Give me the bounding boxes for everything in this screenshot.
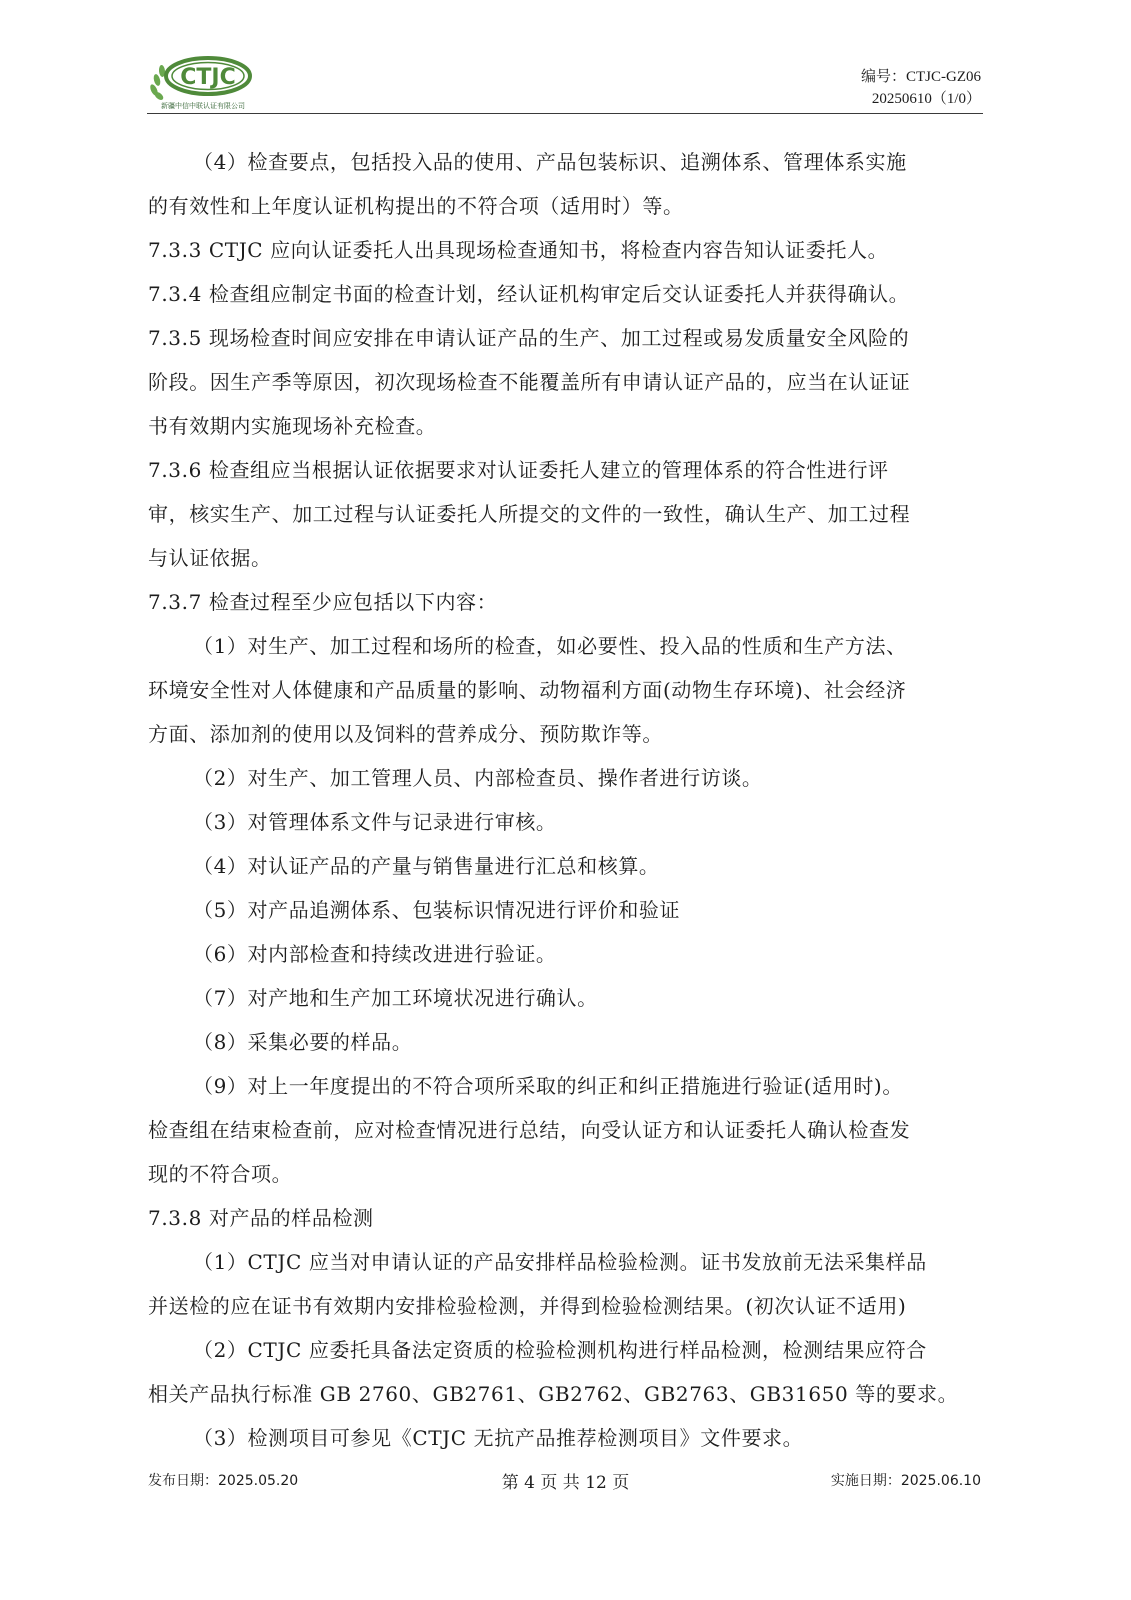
paragraph-line: 7.3.4 检查组应制定书面的检查计划，经认证机构审定后交认证委托人并获得确认。 [148, 282, 910, 306]
paragraph-line: 与认证依据。 [148, 546, 272, 570]
paragraph-line: 检查组在结束检查前，应对检查情况进行总结，向受认证方和认证委托人确认检查发 [148, 1118, 911, 1142]
effective-date: 实施日期：2025.06.10 [830, 1473, 981, 1489]
paragraph-line: （1）对生产、加工过程和场所的检查，如必要性、投入品的性质和生产方法、 [193, 634, 907, 658]
paragraph-line: 7.3.3 CTJC 应向认证委托人出具现场检查通知书，将检查内容告知认证委托人。 [148, 238, 889, 262]
paragraph-line: 方面、添加剂的使用以及饲料的营养成分、预防欺诈等。 [148, 722, 663, 746]
paragraph-line: 7.3.6 检查组应当根据认证依据要求对认证委托人建立的管理体系的符合性进行评 [148, 458, 889, 482]
paragraph-line: 环境安全性对人体健康和产品质量的影响、动物福利方面(动物生存环境)、社会经济 [148, 678, 907, 702]
issue-date: 发布日期：2025.05.20 [148, 1473, 299, 1489]
paragraph-line: 阶段。因生产季等原因，初次现场检查不能覆盖所有申请认证产品的，应当在认证证 [148, 370, 911, 394]
paragraph-line: 相关产品执行标准 GB 2760、GB2761、GB2762、GB2763、GB31650 等的要求。 [148, 1382, 959, 1406]
paragraph-line: 的有效性和上年度认证机构提出的不符合项（适用时）等。 [148, 194, 684, 218]
paragraph-line: 审，核实生产、加工过程与认证委托人所提交的文件的一致性，确认生产、加工过程 [148, 502, 911, 526]
paragraph-line: （3）对管理体系文件与记录进行审核。 [193, 810, 557, 834]
paragraph-line: （5）对产品追溯体系、包装标识情况进行评价和验证 [193, 898, 681, 922]
paragraph-line: （4）检查要点，包括投入品的使用、产品包装标识、追溯体系、管理体系实施 [193, 150, 907, 174]
paragraph-line: （6）对内部检查和持续改进进行验证。 [193, 942, 557, 966]
document-body [148, 140, 984, 1460]
company-name: 新疆中信中联认证有限公司 [161, 102, 245, 110]
document-number [861, 66, 981, 110]
doc-number-line: 编号：CTJC-GZ06 [860, 69, 981, 85]
paragraph-line: 书有效期内实施现场补充检查。 [148, 414, 437, 438]
paragraph-line: （7）对产地和生产加工环境状况进行确认。 [193, 986, 598, 1010]
paragraph-line: （9）对上一年度提出的不符合项所采取的纠正和纠正措施进行验证(适用时)。 [193, 1074, 903, 1098]
paragraph-line: （2）CTJC 应委托具备法定资质的检验检测机构进行样品检测，检测结果应符合 [193, 1338, 927, 1362]
paragraph-line: 7.3.5 现场检查时间应安排在申请认证产品的生产、加工过程或易发质量安全风险的 [148, 326, 910, 350]
page-footer [0, 1470, 1131, 1510]
paragraph-line: （1）CTJC 应当对申请认证的产品安排样品检验检测。证书发放前无法采集样品 [193, 1250, 927, 1274]
svg-text:CTJC: CTJC [180, 65, 236, 90]
header-divider [147, 113, 983, 114]
paragraph-line: （4）对认证产品的产量与销售量进行汇总和核算。 [193, 854, 660, 878]
paragraph-line: （8）采集必要的样品。 [193, 1030, 413, 1054]
paragraph-line: （3）检测项目可参见《CTJC 无抗产品推荐检测项目》文件要求。 [193, 1426, 804, 1450]
page-header [0, 0, 1131, 118]
page-number: 第 4 页 共 12 页 [501, 1473, 630, 1493]
paragraph-line: 并送检的应在证书有效期内安排检验检测，并得到检验检测结果。(初次认证不适用) [148, 1294, 907, 1318]
paragraph-line: 7.3.8 对产品的样品检测 [148, 1206, 374, 1230]
paragraph-line: （2）对生产、加工管理人员、内部检查员、操作者进行访谈。 [193, 766, 763, 790]
doc-version-line: 20250610（1/0） [871, 91, 981, 107]
paragraph-line: 7.3.7 检查过程至少应包括以下内容： [148, 590, 498, 614]
paragraph-line: 现的不符合项。 [148, 1162, 293, 1186]
